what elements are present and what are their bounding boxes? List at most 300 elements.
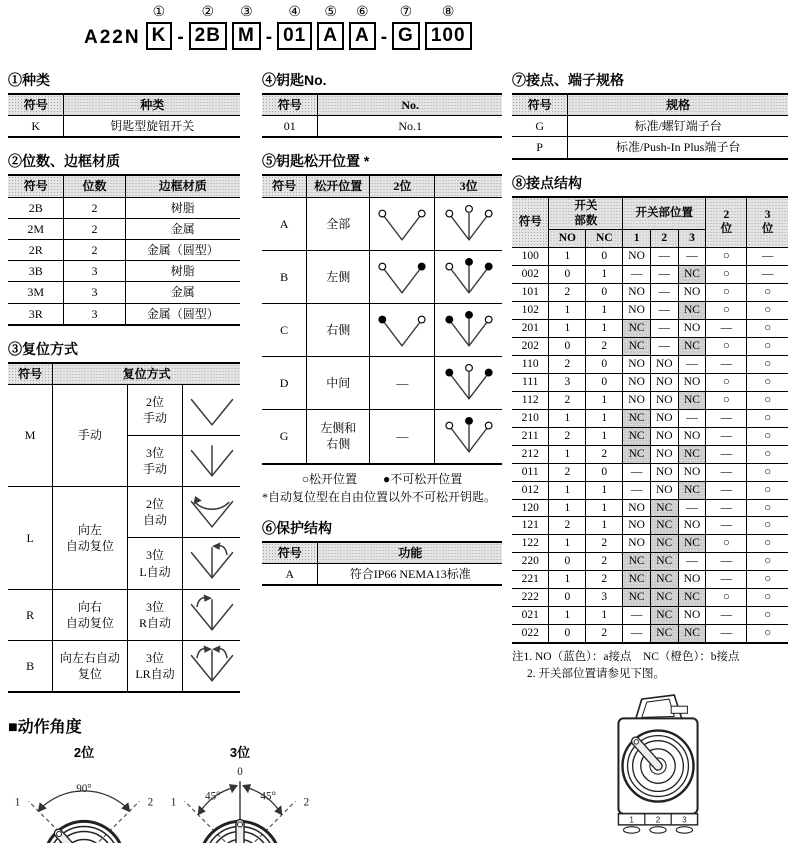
cell: 1: [549, 445, 586, 463]
cell: 金属（圆型）: [125, 303, 240, 325]
cell: ○: [747, 445, 788, 463]
contact-row: [512, 571, 788, 589]
key-position-diagram: [372, 305, 432, 351]
contact-row: [512, 499, 788, 517]
cell: 0: [549, 589, 586, 607]
segment-code: M: [232, 22, 261, 50]
section-operating-angle: [8, 719, 310, 843]
section-heading-reset-method: ③复位方式: [8, 340, 78, 357]
table-row: [8, 261, 240, 282]
cell: G: [512, 116, 568, 137]
contact-row: [512, 391, 788, 409]
contact-row: [512, 481, 788, 499]
header-row: [262, 94, 502, 116]
section-contact-terminal: [512, 72, 788, 160]
reset-symbol: M: [8, 384, 53, 486]
note-line-1: 注1. NO（蓝色）：a接点 NC（橙色）：b接点: [512, 651, 740, 663]
cell: NC: [650, 517, 678, 535]
cell: ○: [747, 517, 788, 535]
cell: ○: [747, 535, 788, 553]
cell: 012: [512, 481, 549, 499]
cell: 1: [586, 302, 623, 320]
cell: NO: [650, 391, 678, 409]
column-header: 符号: [8, 175, 64, 197]
release-symbol: A: [262, 197, 307, 250]
cell: ○: [747, 607, 788, 625]
cell: NC: [623, 445, 651, 463]
cell: —: [706, 320, 747, 338]
cell: —: [706, 445, 747, 463]
reset-variant-label: 2位 手动: [127, 384, 183, 435]
section-heading-contact-structure: ⑧接点结构: [512, 174, 582, 191]
model-prefix: [84, 8, 141, 50]
contact-row: [512, 356, 788, 374]
contact-row: [512, 463, 788, 481]
contact-row: [512, 625, 788, 643]
segment-code: 2B: [189, 22, 227, 50]
segment-code: K: [146, 22, 173, 50]
cell: 树脂: [125, 261, 240, 282]
svg-text:3: 3: [682, 815, 687, 825]
column-header: 符号: [262, 94, 318, 116]
cell: 3: [64, 282, 125, 303]
column-header: 2: [650, 230, 678, 248]
cell: ○: [706, 589, 747, 607]
cell: 3: [64, 303, 125, 325]
svg-text:90°: 90°: [76, 783, 92, 796]
cell: 2: [586, 338, 623, 356]
cell: —: [706, 356, 747, 374]
cell: 01: [262, 116, 318, 138]
cell: NO: [650, 409, 678, 427]
column-header: 2位: [370, 175, 435, 197]
cell: 钥匙型旋钮开关: [64, 116, 240, 138]
cell: 101: [512, 284, 549, 302]
cell: NC: [678, 481, 706, 499]
cell: 0: [586, 356, 623, 374]
contact-row: [512, 284, 788, 302]
section-contact-structure: [512, 175, 788, 840]
cell: 1: [549, 409, 586, 427]
column-header: 3: [678, 230, 706, 248]
cell: NO: [650, 463, 678, 481]
cell: 202: [512, 338, 549, 356]
contact-row: [512, 373, 788, 391]
cell: 1: [586, 427, 623, 445]
svg-text:1: 1: [14, 796, 21, 809]
cell: 2: [586, 445, 623, 463]
column-header: 功能: [318, 542, 502, 564]
cell: NO: [678, 284, 706, 302]
table-row: [512, 116, 788, 137]
cell: —: [706, 499, 747, 517]
cell: 1: [549, 571, 586, 589]
reset-diagram-v2: [184, 386, 240, 430]
column-header: No.: [318, 94, 502, 116]
legend-no-release-position: ●不可松开位置: [383, 471, 463, 486]
model-segment-5: [317, 4, 344, 50]
contact-row: [512, 320, 788, 338]
cell: NC: [650, 553, 678, 571]
cell: 1: [586, 409, 623, 427]
cell: NC: [650, 589, 678, 607]
cell: 2: [549, 427, 586, 445]
reset-diagram-cell: [183, 436, 240, 487]
switch-rear-drawing: [612, 692, 704, 834]
cell: 021: [512, 607, 549, 625]
model-dash: -: [380, 27, 388, 48]
cell: ○: [747, 553, 788, 571]
key-position-diagram: [372, 199, 432, 245]
cell: 212: [512, 445, 549, 463]
cell: 标准/Push-In Plus端子台: [568, 137, 788, 159]
cell: —: [706, 427, 747, 445]
cell: ○: [747, 499, 788, 517]
contact-row: [512, 427, 788, 445]
cell: 3B: [8, 261, 64, 282]
cell: 2: [549, 391, 586, 409]
cell: 2: [64, 239, 125, 260]
cell: —: [678, 356, 706, 374]
cell: —: [650, 338, 678, 356]
cell: NC: [623, 320, 651, 338]
dial-label: 2位: [73, 745, 95, 760]
model-segment-4: [277, 4, 312, 50]
column-header: 2 位: [706, 197, 747, 248]
table-row: [8, 239, 240, 260]
contact-row: [512, 589, 788, 607]
reset-symbol: B: [8, 640, 53, 692]
svg-text:2: 2: [655, 815, 661, 825]
table-row: [8, 218, 240, 239]
cell: NO: [623, 517, 651, 535]
column-header: 1: [623, 230, 651, 248]
model-segment-8: [425, 4, 472, 50]
key-position-diagram: [439, 411, 499, 457]
cell: —: [747, 266, 788, 284]
cell: 1: [586, 266, 623, 284]
cell: —: [650, 248, 678, 266]
column-header: 3位: [435, 175, 502, 197]
cell: NO: [650, 356, 678, 374]
switch-rear-view-image: [612, 692, 788, 839]
cell: ○: [747, 625, 788, 643]
reset-symbol: L: [8, 487, 53, 589]
cell: ○: [706, 535, 747, 553]
cell: NC: [623, 409, 651, 427]
cell: NO: [678, 517, 706, 535]
cell: 122: [512, 535, 549, 553]
cell: 2: [549, 356, 586, 374]
cell: NO: [650, 481, 678, 499]
segment-marker: ①: [152, 5, 166, 20]
release-3pos-cell: [435, 357, 502, 410]
dial-label: 3位: [229, 745, 251, 760]
cell: 0: [586, 373, 623, 391]
reset-row: [8, 640, 240, 692]
cell: NO: [650, 427, 678, 445]
cell: 1: [586, 499, 623, 517]
cell: 100: [512, 248, 549, 266]
svg-text:2: 2: [303, 796, 310, 809]
table-row: [512, 137, 788, 159]
release-position: 左侧: [307, 250, 370, 303]
cell: NO: [678, 427, 706, 445]
cell: NO: [623, 284, 651, 302]
segment-code: 100: [425, 22, 472, 50]
cell: NC: [678, 535, 706, 553]
cell: 222: [512, 589, 549, 607]
section-key-release: [262, 153, 502, 504]
column-header: 规格: [568, 94, 788, 116]
type-table: [8, 93, 240, 138]
cell: 102: [512, 302, 549, 320]
cell: 1: [586, 607, 623, 625]
cell: 2M: [8, 218, 64, 239]
cell: 111: [512, 373, 549, 391]
reset-method-table: [8, 362, 240, 693]
segment-marker: ②: [201, 5, 215, 20]
contact-row: [512, 248, 788, 266]
reset-variant-label: 3位 LR自动: [127, 640, 183, 692]
cell: ○: [747, 320, 788, 338]
contact-terminal-table: [512, 93, 788, 160]
cell: NC: [678, 445, 706, 463]
cell: NO: [623, 248, 651, 266]
reset-diagram-cell: [183, 538, 240, 589]
cell: P: [512, 137, 568, 159]
cell: 120: [512, 499, 549, 517]
column-header: 3 位: [747, 197, 788, 248]
cell: 1: [549, 499, 586, 517]
column-header: 位数: [64, 175, 125, 197]
key-release-table: [262, 174, 502, 464]
cell: —: [623, 481, 651, 499]
cell: —: [706, 607, 747, 625]
cell: 1: [549, 320, 586, 338]
release-symbol: G: [262, 410, 307, 464]
model-dash: -: [265, 27, 273, 48]
cell: —: [706, 481, 747, 499]
reset-diagram-cell: [183, 384, 240, 435]
cell: ○: [747, 589, 788, 607]
key-position-diagram: [439, 358, 499, 404]
cell: ○: [747, 302, 788, 320]
reset-row: [8, 384, 240, 435]
cell: 3: [586, 589, 623, 607]
cell: NC: [623, 427, 651, 445]
cell: —: [623, 607, 651, 625]
segment-code: G: [392, 22, 420, 50]
cell: 0: [586, 284, 623, 302]
reset-variant-label: 2位 自动: [127, 487, 183, 538]
cell: NO: [678, 463, 706, 481]
cell: 110: [512, 356, 549, 374]
cell: 标准/螺钉端子台: [568, 116, 788, 137]
release-symbol: B: [262, 250, 307, 303]
cell: 3: [64, 261, 125, 282]
segment-marker: ⑧: [441, 5, 455, 20]
cell: 022: [512, 625, 549, 643]
cell: NO: [650, 373, 678, 391]
release-position: 左侧和 右侧: [307, 410, 370, 464]
operating-angle-dial-2pos: [8, 742, 160, 843]
reset-name: 向左 自动复位: [53, 487, 127, 589]
cell: NO: [623, 373, 651, 391]
right-column: [512, 72, 788, 843]
column-header: 边框材质: [125, 175, 240, 197]
column-header: 符号: [512, 94, 568, 116]
cell: NC: [650, 499, 678, 517]
cell: 2: [64, 218, 125, 239]
cell: NO: [678, 320, 706, 338]
reset-diagram-arc2: [184, 488, 240, 532]
cell: —: [650, 266, 678, 284]
column-header: 符号: [8, 363, 53, 385]
segment-marker: ④: [288, 5, 301, 20]
key-release-row: [262, 410, 502, 464]
cell: NC: [678, 338, 706, 356]
section-heading-key-no: ④钥匙No.: [262, 72, 327, 88]
contact-row: [512, 445, 788, 463]
key-release-footnote: *自动复位型在自由位置以外不可松开钥匙。: [262, 489, 497, 504]
cell: ○: [706, 373, 747, 391]
reset-diagram-arc3LR: [184, 642, 240, 686]
segment-code: 01: [277, 22, 312, 50]
section-heading-protection: ⑥保护结构: [262, 519, 332, 536]
cell: 1: [586, 517, 623, 535]
contact-structure-notes: [512, 649, 788, 682]
table-row: [8, 197, 240, 218]
model-segment-2: [189, 4, 227, 50]
header-row: [8, 363, 240, 385]
model-prefix-text: A22N: [84, 27, 141, 48]
cell: 210: [512, 409, 549, 427]
cell: NC: [678, 589, 706, 607]
cell: —: [706, 517, 747, 535]
cell: —: [706, 625, 747, 643]
cell: —: [678, 553, 706, 571]
key-release-row: [262, 250, 502, 303]
column-header: 松开位置: [307, 175, 370, 197]
cell: ○: [747, 481, 788, 499]
key-release-row: [262, 197, 502, 250]
release-2pos-cell: [370, 197, 435, 250]
cell: ○: [706, 391, 747, 409]
svg-text:2: 2: [147, 796, 154, 809]
cell: 0: [549, 266, 586, 284]
release-2pos-cell: —: [370, 410, 435, 464]
cell: 201: [512, 320, 549, 338]
model-dash: -: [177, 27, 184, 48]
column-header: NC: [586, 230, 623, 248]
cell: —: [747, 248, 788, 266]
cell: 112: [512, 391, 549, 409]
reset-diagram-arc3R: [184, 591, 240, 635]
key-no-table: [262, 93, 502, 138]
cell: No.1: [318, 116, 502, 138]
cell: NC: [623, 338, 651, 356]
contact-row: [512, 409, 788, 427]
cell: 金属: [125, 282, 240, 303]
contact-row: [512, 607, 788, 625]
column-header: 开关部位置: [623, 197, 706, 230]
release-position: 中间: [307, 357, 370, 410]
cell: —: [623, 625, 651, 643]
cell: 002: [512, 266, 549, 284]
column-header: 开关 部数: [549, 197, 623, 230]
section-heading-operating-angle: ■动作角度: [8, 719, 82, 736]
svg-text:0: 0: [237, 766, 243, 779]
cell: 011: [512, 463, 549, 481]
operating-angle-diagrams: [8, 742, 328, 843]
cell: 金属（圆型）: [125, 239, 240, 260]
dial-diagram: [8, 761, 160, 843]
cell: ○: [706, 248, 747, 266]
cell: K: [8, 116, 64, 138]
cell: —: [678, 499, 706, 517]
cell: 1: [549, 481, 586, 499]
section-heading-key-release: ⑤钥匙松开位置 *: [262, 153, 370, 170]
cell: NO: [623, 356, 651, 374]
cell: ○: [706, 284, 747, 302]
column-header: 复位方式: [53, 363, 240, 385]
release-symbol: C: [262, 303, 307, 356]
cell: NC: [623, 589, 651, 607]
cell: —: [650, 284, 678, 302]
key-release-legend: [262, 470, 502, 487]
cell: 220: [512, 553, 549, 571]
cell: —: [706, 553, 747, 571]
svg-text:45°: 45°: [205, 790, 221, 803]
cell: NC: [623, 571, 651, 589]
cell: ○: [706, 338, 747, 356]
cell: 0: [586, 463, 623, 481]
segment-marker: ⑥: [356, 5, 369, 20]
segment-marker: ⑦: [399, 5, 413, 20]
segment-code: A: [349, 22, 376, 50]
release-3pos-cell: [435, 303, 502, 356]
dial-diagram: [164, 761, 316, 843]
legend-release-position: ○松开位置: [301, 471, 357, 486]
cell: NC: [650, 571, 678, 589]
cell: 2: [586, 553, 623, 571]
cell: —: [706, 571, 747, 589]
cell: 1: [586, 320, 623, 338]
cell: NO: [650, 445, 678, 463]
section-protection: [262, 520, 502, 586]
contact-row: [512, 535, 788, 553]
contact-row: [512, 302, 788, 320]
cell: 2R: [8, 239, 64, 260]
release-3pos-cell: [435, 250, 502, 303]
section-key-no: [262, 72, 502, 138]
table-row: [262, 563, 502, 585]
section-positions-bezel: [8, 153, 240, 325]
cell: 2: [549, 517, 586, 535]
cell: —: [623, 463, 651, 481]
cell: NC: [678, 391, 706, 409]
key-position-diagram: [439, 252, 499, 298]
cell: —: [650, 302, 678, 320]
cell: NO: [678, 373, 706, 391]
header-row: [8, 175, 240, 197]
svg-text:1: 1: [629, 815, 634, 825]
reset-diagram-arc3L: [184, 539, 240, 583]
model-segment-6: [349, 4, 376, 50]
cell: ○: [747, 427, 788, 445]
cell: 2: [586, 625, 623, 643]
